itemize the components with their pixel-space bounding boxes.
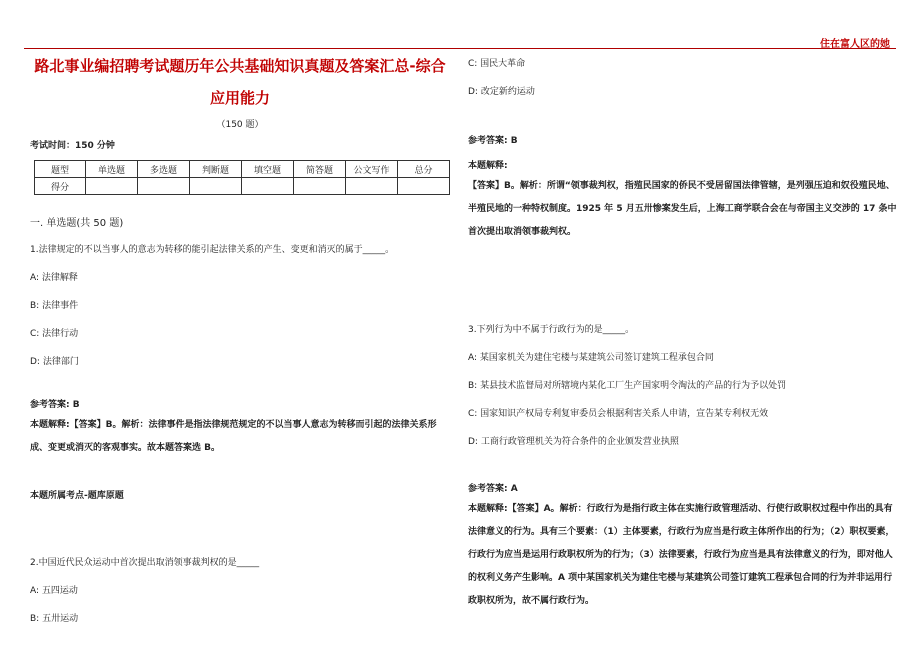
question-2-explanation: 【答案】B。解析：所谓“领事裁判权，指殖民国家的侨民不受居留国法律管辖，是列强压迫和奴役殖民地、半殖民地的一种特权制度。1925 年 5 月五卅惨案发生后，上海工商学联合会在与帝国主义交涉的 17 条中首次提出取消领事裁判权。 bbox=[468, 181, 897, 237]
question-count: （150 题） bbox=[216, 120, 264, 130]
score-cell bbox=[242, 178, 294, 195]
question-1-option-a: A: 法律解释 bbox=[30, 273, 78, 283]
question-2-stem: 2.中国近代民众运动中首次提出取消领事裁判权的是_____ bbox=[30, 558, 260, 568]
score-cell bbox=[398, 178, 450, 195]
score-header-cell: 题型 bbox=[35, 161, 86, 178]
score-table-score-row bbox=[35, 178, 450, 195]
question-3-option-c: C: 国家知识产权局专利复审委员会根据利害关系人申请，宣告某专利权无效 bbox=[468, 409, 769, 419]
score-header-cell: 总分 bbox=[398, 161, 450, 178]
question-2-answer: 参考答案: B bbox=[468, 136, 518, 146]
question-2-option-b: B: 五卅运动 bbox=[30, 614, 79, 624]
question-3-option-d: D: 工商行政管理机关为符合条件的企业颁发营业执照 bbox=[468, 437, 679, 447]
score-header-cell: 判断题 bbox=[190, 161, 242, 178]
title-line-2: 应用能力 bbox=[209, 89, 270, 107]
exam-time: 考试时间：150 分钟 bbox=[30, 141, 115, 151]
score-cell bbox=[138, 178, 190, 195]
document-title bbox=[30, 55, 450, 109]
question-1-option-d: D: 法律部门 bbox=[30, 357, 79, 367]
score-header-cell: 公文写作 bbox=[346, 161, 398, 178]
score-cell bbox=[86, 178, 138, 195]
header-tag: 住在富人区的她 bbox=[820, 39, 890, 50]
question-3-answer: 参考答案: A bbox=[468, 484, 518, 494]
question-3-option-a: A: 某国家机关为建住宅楼与某建筑公司签订建筑工程承包合同 bbox=[468, 353, 714, 363]
question-2-option-c: C: 国民大革命 bbox=[468, 59, 526, 69]
question-1-answer: 参考答案: B bbox=[30, 400, 80, 410]
question-2-option-a: A: 五四运动 bbox=[30, 586, 78, 596]
question-1-explanation: 本题解释:【答案】B。解析：法律事件是指法律规范规定的不以当事人意志为转移而引起的法律关系形成、变更或消灭的客观事实。故本题答案选 B。 bbox=[30, 420, 437, 453]
right-column bbox=[468, 52, 898, 613]
question-1-topic: 本题所属考点-题库原题 bbox=[30, 491, 124, 501]
question-1-option-c: C: 法律行动 bbox=[30, 329, 79, 339]
score-cell bbox=[294, 178, 346, 195]
score-table-header-row bbox=[35, 161, 450, 178]
question-1-stem: 1.法律规定的不以当事人的意志为转移的能引起法律关系的产生、变更和消灭的属于_____。 bbox=[30, 245, 395, 255]
title-line-1: 路北事业编招聘考试题历年公共基础知识真题及答案汇总-综合 bbox=[34, 57, 446, 75]
score-header-cell: 单选题 bbox=[86, 161, 138, 178]
question-3-stem: 3.下列行为中不属于行政行为的是_____。 bbox=[468, 325, 635, 335]
score-header-cell: 多选题 bbox=[138, 161, 190, 178]
question-2-option-d: D: 改定新约运动 bbox=[468, 87, 535, 97]
score-row-label: 得分 bbox=[35, 178, 86, 195]
score-header-cell: 填空题 bbox=[242, 161, 294, 178]
section-title: 一. 单选题(共 50 题) bbox=[30, 218, 124, 229]
question-1-option-b: B: 法律事件 bbox=[30, 301, 79, 311]
question-2-explanation-label: 本题解释: bbox=[468, 161, 508, 171]
question-3-option-b: B: 某县技术监督局对所辖境内某化工厂生产国家明令淘汰的产品的行为予以处罚 bbox=[468, 381, 787, 391]
score-cell bbox=[190, 178, 242, 195]
left-column bbox=[30, 52, 450, 624]
score-cell bbox=[346, 178, 398, 195]
score-header-cell: 简答题 bbox=[294, 161, 346, 178]
question-3-explanation: 本题解释:【答案】A。解析：行政行为是指行政主体在实施行政管理活动、行使行政职权过程中作出的具有法律意义的行为。具有三个要素：（1）主体要素，行政行为应当是行政主体所作出的行为；（2）职权要素，行政行为应当是运用行政职权所为的行为；（3）法律要素，行政行为应当是具有法律意义的行为，即对他人的权利义务产生影响。A 项中某国家机关为建住宅楼与某建筑公司签订建筑工程承包合同的行为并非运用行政职权所为，故不属行政行为。 bbox=[468, 504, 895, 606]
score-table bbox=[34, 160, 450, 195]
header-divider bbox=[24, 48, 896, 49]
